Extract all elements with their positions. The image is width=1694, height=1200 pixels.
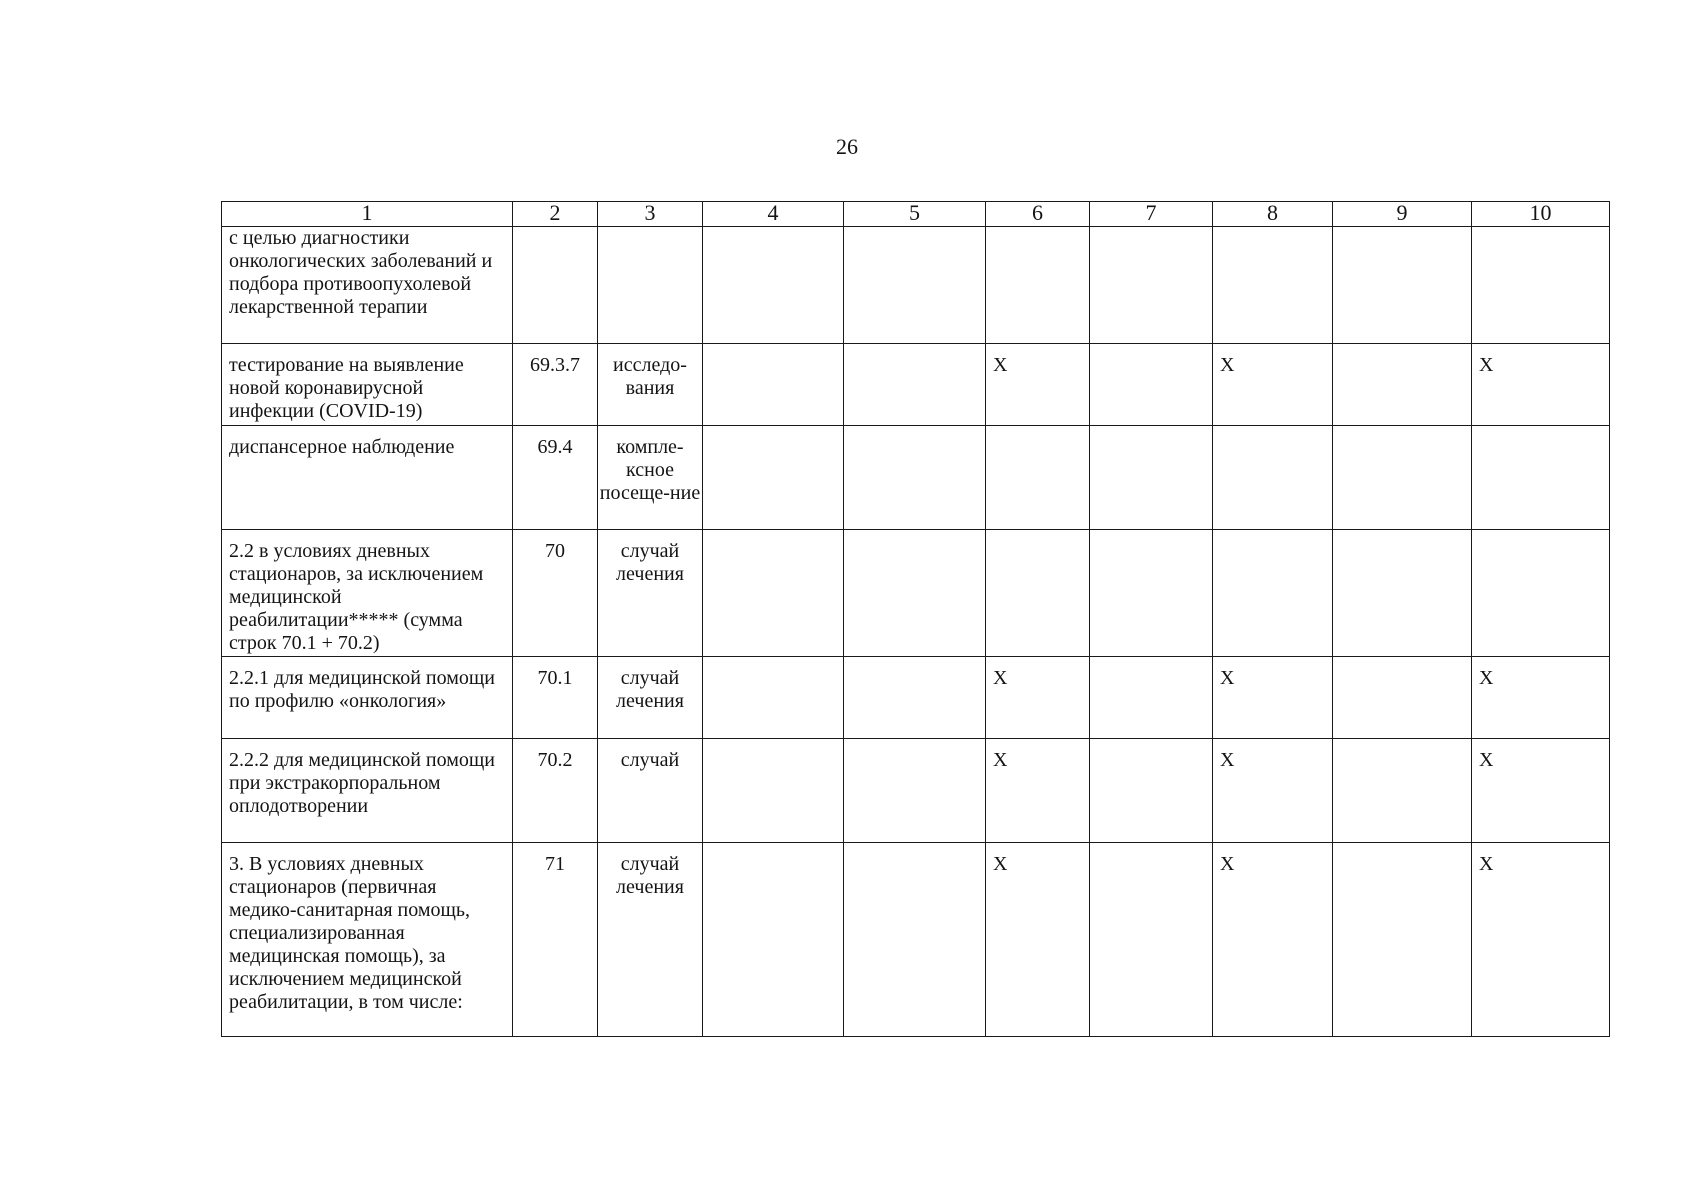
column-header: 1 bbox=[222, 202, 513, 227]
cell-col-6 bbox=[986, 227, 1090, 344]
row-description: 2.2.2 для медицинской помощи при экстракорпоральном оплодотворении bbox=[222, 739, 513, 843]
column-header: 2 bbox=[513, 202, 598, 227]
row-unit bbox=[598, 227, 703, 344]
row-code: 70.2 bbox=[513, 739, 598, 843]
row-code: 70.1 bbox=[513, 657, 598, 739]
column-header: 5 bbox=[844, 202, 986, 227]
cell-col-8: X bbox=[1213, 739, 1333, 843]
cell-col-7 bbox=[1090, 530, 1213, 657]
cell-col-10 bbox=[1472, 530, 1610, 657]
row-description: 3. В условиях дневных стационаров (первичная медико-санитарная помощь, специализированная медицинская помощь), за исключением медицинской реабилитации, в том числе: bbox=[222, 843, 513, 1037]
cell-col-9 bbox=[1333, 227, 1472, 344]
column-header: 8 bbox=[1213, 202, 1333, 227]
cell-col-10: X bbox=[1472, 739, 1610, 843]
cell-col-7 bbox=[1090, 843, 1213, 1037]
cell-col-8 bbox=[1213, 530, 1333, 657]
cell-col-6: X bbox=[986, 739, 1090, 843]
row-description: 2.2.1 для медицинской помощи по профилю «онкология» bbox=[222, 657, 513, 739]
cell-col-9 bbox=[1333, 657, 1472, 739]
cell-col-10: X bbox=[1472, 657, 1610, 739]
cell-col-4 bbox=[703, 657, 844, 739]
cell-col-5 bbox=[844, 657, 986, 739]
row-description: тестирование на выявление новой коронавирусной инфекции (COVID-19) bbox=[222, 344, 513, 426]
cell-col-7 bbox=[1090, 657, 1213, 739]
row-unit: случай лечения bbox=[598, 843, 703, 1037]
cell-col-7 bbox=[1090, 227, 1213, 344]
cell-col-10 bbox=[1472, 426, 1610, 530]
row-unit: случай bbox=[598, 739, 703, 843]
cell-col-5 bbox=[844, 530, 986, 657]
cell-col-8: X bbox=[1213, 843, 1333, 1037]
cell-col-9 bbox=[1333, 344, 1472, 426]
cell-col-8 bbox=[1213, 426, 1333, 530]
table-row bbox=[222, 657, 1610, 739]
cell-col-5 bbox=[844, 843, 986, 1037]
cell-col-6 bbox=[986, 530, 1090, 657]
cell-col-6: X bbox=[986, 657, 1090, 739]
cell-col-9 bbox=[1333, 843, 1472, 1037]
row-unit: случай лечения bbox=[598, 657, 703, 739]
table-row bbox=[222, 227, 1610, 344]
row-description: диспансерное наблюдение bbox=[222, 426, 513, 530]
cell-col-9 bbox=[1333, 426, 1472, 530]
cell-col-5 bbox=[844, 426, 986, 530]
table-row bbox=[222, 344, 1610, 426]
row-unit: компле-ксное посеще-ние bbox=[598, 426, 703, 530]
column-header: 4 bbox=[703, 202, 844, 227]
row-unit: случай лечения bbox=[598, 530, 703, 657]
cell-col-6: X bbox=[986, 843, 1090, 1037]
cell-col-9 bbox=[1333, 530, 1472, 657]
row-unit: исследо-вания bbox=[598, 344, 703, 426]
cell-col-5 bbox=[844, 739, 986, 843]
cell-col-4 bbox=[703, 843, 844, 1037]
row-code bbox=[513, 227, 598, 344]
column-header: 9 bbox=[1333, 202, 1472, 227]
column-header: 3 bbox=[598, 202, 703, 227]
row-description: 2.2 в условиях дневных стационаров, за исключением медицинской реабилитации***** (сумма строк 70.1 + 70.2) bbox=[222, 530, 513, 657]
table-row bbox=[222, 739, 1610, 843]
table-row bbox=[222, 426, 1610, 530]
column-header: 6 bbox=[986, 202, 1090, 227]
cell-col-10 bbox=[1472, 227, 1610, 344]
page-number: 26 bbox=[836, 134, 858, 159]
cell-col-5 bbox=[844, 344, 986, 426]
cell-col-8: X bbox=[1213, 344, 1333, 426]
header-row bbox=[222, 202, 1610, 227]
table-row bbox=[222, 530, 1610, 657]
row-code: 70 bbox=[513, 530, 598, 657]
cell-col-7 bbox=[1090, 344, 1213, 426]
table-row bbox=[222, 843, 1610, 1037]
row-code: 71 bbox=[513, 843, 598, 1037]
cell-col-10: X bbox=[1472, 843, 1610, 1037]
cell-col-7 bbox=[1090, 739, 1213, 843]
cell-col-4 bbox=[703, 530, 844, 657]
row-code: 69.3.7 bbox=[513, 344, 598, 426]
row-code: 69.4 bbox=[513, 426, 598, 530]
cell-col-6 bbox=[986, 426, 1090, 530]
cell-col-10: X bbox=[1472, 344, 1610, 426]
cell-col-4 bbox=[703, 426, 844, 530]
data-table bbox=[221, 201, 1610, 1037]
column-header: 7 bbox=[1090, 202, 1213, 227]
row-description: с целью диагностики онкологических заболеваний и подбора противоопухолевой лекарственной терапии bbox=[222, 227, 513, 344]
cell-col-7 bbox=[1090, 426, 1213, 530]
cell-col-6: X bbox=[986, 344, 1090, 426]
cell-col-8 bbox=[1213, 227, 1333, 344]
cell-col-4 bbox=[703, 344, 844, 426]
cell-col-8: X bbox=[1213, 657, 1333, 739]
column-header: 10 bbox=[1472, 202, 1610, 227]
cell-col-9 bbox=[1333, 739, 1472, 843]
cell-col-4 bbox=[703, 227, 844, 344]
cell-col-5 bbox=[844, 227, 986, 344]
cell-col-4 bbox=[703, 739, 844, 843]
